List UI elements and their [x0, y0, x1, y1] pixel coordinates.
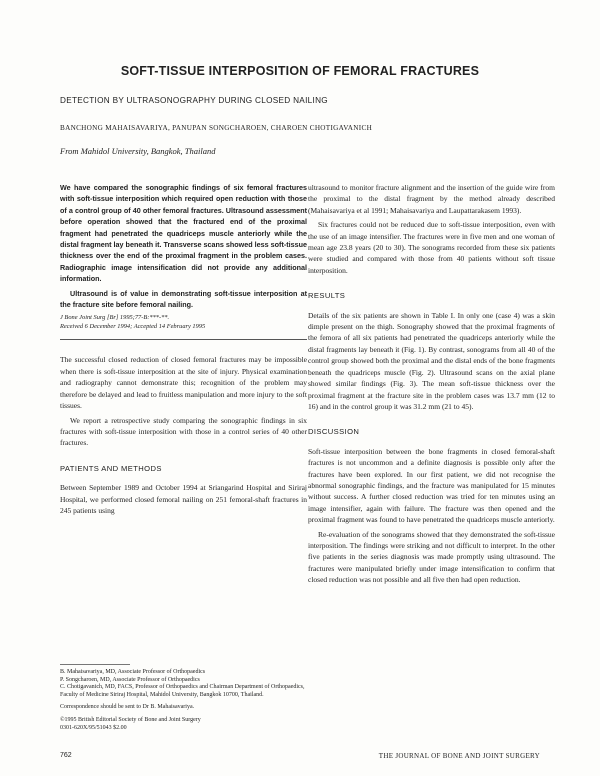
patients-paragraph: Between September 1989 and October 1994 at Sriangarind Hospital and Siriraj Hospital, we performed closed femoral nailing on 251 femoral-shaft fractures in 245 patients using — [60, 483, 307, 515]
results-paragraph: Details of the six patients are shown in Table I. In only one (case 4) was a skin dimple present on the thigh. Sonography showed that the proximal fragments of the femora of all six patients had penetrated the quadriceps anteriorly while the distal fragments lay beneath it (Fig. 1). By contrast, sonograms from all 40 of the control group showed both the proximal and the distal ends of the bone fragments beneath the quadriceps muscle (Fig. 2). Ultrasound scans on the axial plane showed similar findings (Fig. 3). The mean soft-tissue thickness over the proximal fragment at the fracture site in the problem cases was 13.7 mm (12 to 16) and in the control group it was 31.2 mm (21 to 45). — [308, 310, 555, 411]
footnote-author: P. Songcharoen, MD, Associate Professor of Orthopaedics — [60, 676, 200, 683]
footnote-copyright: ©1995 British Editorial Society of Bone and Joint Surgery 0301-620X/95/51043 $2.00 — [60, 716, 201, 731]
intro-paragraph: We report a retrospective study comparing the sonographic findings in six fractures with soft-tissue interposition with those in a control series of 40 other fractures. — [60, 415, 307, 448]
abstract — [60, 182, 307, 310]
citation-line: J Bone Joint Surg [Br] 1995;77-B:***-**. Received 6 December 1994; Accepted 14 February 1995 — [60, 314, 206, 331]
section-heading-results: RESULTS — [308, 291, 346, 301]
footnotes — [60, 664, 307, 732]
left-column — [60, 182, 307, 519]
section-heading-patients: PATIENTS AND METHODS — [60, 463, 162, 473]
abstract-paragraph: We have compared the sonographic findings of six femoral fractures with soft-tissue interposition which required open reduction with those of a control group of 40 other femoral fractures. Ultrasound assessment before operation showed that the fractured end of the proximal fragment had penetrated the quadriceps muscle anteriorly while the distal fragment lay beneath it. Transverse scans showed less soft-tissue thickness over the end of the proximal fragment in the problem cases. Radiographic image intensification did not provide any additional information. — [60, 183, 307, 284]
footnote-author: B. Mahaisavariya, MD, Associate Professor of Orthopaedics — [60, 669, 206, 675]
patients-paragraph: Six fractures could not be reduced due to soft-tissue interposition, even with the use of an image intensifier. The fractures were in five men and one woman of mean age 23.8 years (20 to 30). The sonograms recorded from these six patients were studied and compared with those from 40 patients without soft tissue interposition. — [308, 220, 555, 275]
divider — [60, 339, 307, 340]
author-affiliation: From Mahidol University, Bangkok, Thailand — [60, 146, 216, 156]
abstract-paragraph: Ultrasound is of value in demonstrating soft-tissue interposition at the fracture site before femoral nailing. — [60, 288, 307, 310]
footnote-author: C. Chotigavanich, MD, FACS, Professor of Orthopaedics and Chairman Department of Orthopaedics, Faculty of Medicine Siriraj Hospital, Mahidol University, Bangkok 10700, Thailand. — [60, 684, 305, 698]
section-heading-discussion: DISCUSSION — [308, 427, 360, 437]
footnote-rule — [60, 664, 130, 665]
footnote-correspondence: Correspondence should be sent to Dr B. Mahaisavariya. — [60, 704, 195, 711]
patients-paragraph: ultrasound to monitor fracture alignment and the insertion of the guide wire from the proximal to the distal fragment by the method already described (Mahaisavariya et al 1991; Mahaisavariya and Laupattarakasem 1993). — [308, 183, 555, 215]
journal-name: THE JOURNAL OF BONE AND JOINT SURGERY — [378, 752, 540, 760]
article-subtitle: DETECTION BY ULTRASONOGRAPHY DURING CLOSED NAILING — [60, 96, 328, 105]
right-column — [308, 182, 555, 589]
discussion-paragraph: Soft-tissue interposition between the bone fragments in closed femoral-shaft fractures is not uncommon and a definite diagnosis is possible only after the fractures have been explored. In our first patient, we did not recognise the abnormal sonographic findings, and the fracture was manipulated for 15 minutes without success. A further closed reduction was tried for ten minutes using an image intensifier, again with failure. The fracture was then opened and the proximal fragment was found to have penetrated the quadriceps muscle anteriorly. — [308, 446, 555, 525]
page-number: 762 — [60, 752, 72, 759]
discussion-paragraph: Re-evaluation of the sonograms showed that they demonstrated the soft-tissue interposition. The findings were striking and not difficult to interpret. In the other five patients in the series diagnosis was made promptly using ultrasound. The fractures were manipulated briefly under image intensification to confirm that closed reduction was not possible and all five then had open reduction. — [308, 529, 555, 585]
intro-paragraph: The successful closed reduction of closed femoral fractures may be impossible when there is soft-tissue interposition at the site of injury. Physical examination and radiography cannot demonstrate this; recognition of the problem may therefore be delayed and lead to fruitless manipulation and more injury to the soft tissues. — [60, 355, 307, 411]
article-title: SOFT-TISSUE INTERPOSITION OF FEMORAL FRACTURES — [120, 64, 480, 78]
author-list: BANCHONG MAHAISAVARIYA, PANUPAN SONGCHAROEN, CHAROEN CHOTIGAVANICH — [60, 124, 373, 132]
